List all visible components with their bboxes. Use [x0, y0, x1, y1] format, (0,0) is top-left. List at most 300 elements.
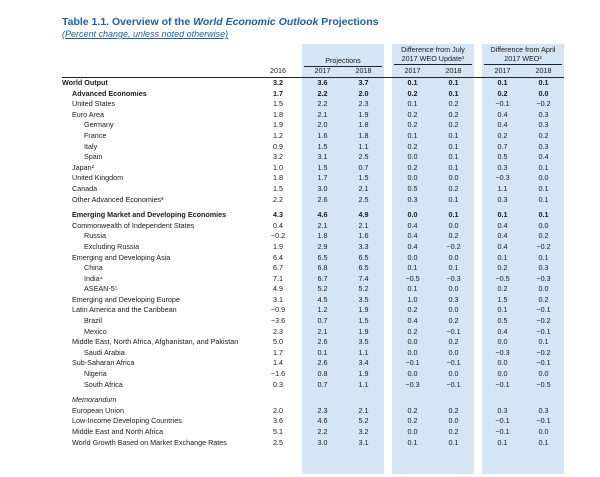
- value-cell: 0.5: [497, 152, 508, 162]
- row-label: India⁴: [84, 273, 103, 283]
- spacer-cell: [384, 369, 392, 380]
- header-diff-july: Difference from July 2017 WEO Update¹: [401, 45, 465, 63]
- value-cell: 1.6: [358, 231, 369, 241]
- value-cell: 0.3: [273, 379, 283, 389]
- row-label: Emerging Market and Developing Economies: [72, 210, 227, 220]
- value-cell: 0.2: [448, 427, 459, 436]
- value-cell: 0.0: [407, 252, 418, 262]
- value-cell: 2.6: [317, 337, 328, 347]
- value-cell: 0.0: [448, 305, 459, 315]
- spacer-cell: [474, 152, 482, 163]
- row-label: Other Advanced Economies³: [72, 194, 164, 204]
- value-cell: 0.0: [407, 152, 418, 162]
- value-cell: −0.2: [270, 231, 286, 241]
- value-cell: 0.4: [407, 316, 418, 326]
- value-cell: 0.0: [448, 369, 459, 379]
- spacer-cell: [384, 295, 392, 306]
- spacer-cell: [474, 253, 482, 264]
- value-cell: 0.0: [497, 358, 508, 368]
- table-row: [62, 427, 564, 438]
- table-row: [62, 78, 564, 89]
- value-cell: 1.8: [273, 173, 283, 183]
- spacer-cell: [384, 380, 392, 391]
- value-cell: −0.1: [536, 358, 551, 368]
- value-cell: 0.1: [407, 284, 418, 294]
- spacer-cell: [384, 337, 392, 348]
- projections-table: [62, 78, 564, 448]
- value-cell: 1.8: [358, 120, 369, 130]
- spacer-cell: [474, 195, 482, 206]
- value-cell: 2.1: [358, 405, 369, 415]
- value-cell: −0.1: [495, 379, 510, 389]
- header-projections: Projections: [325, 56, 361, 65]
- value-cell: 0.1: [497, 78, 508, 87]
- value-cell: 1.1: [358, 141, 369, 151]
- spacer-cell: [474, 395, 482, 406]
- value-cell: −0.9: [270, 305, 286, 315]
- value-cell: 1.8: [358, 130, 369, 140]
- value-cell: 0.1: [407, 437, 418, 447]
- value-cell: 6.5: [358, 263, 369, 273]
- spacer-cell: [384, 274, 392, 285]
- table-row: [62, 184, 564, 195]
- table-row: [62, 416, 564, 427]
- value-cell: −0.2: [536, 241, 551, 251]
- value-cell: 7.1: [273, 273, 283, 283]
- value-cell: 0.3: [497, 405, 508, 415]
- value-cell: 0.0: [497, 337, 508, 347]
- value-cell: 0.2: [407, 109, 418, 119]
- row-label: Germany: [84, 120, 114, 130]
- row-label: Low-Income Developing Countries: [72, 416, 182, 426]
- value-cell: 2.6: [317, 358, 328, 368]
- value-cell: 0.3: [538, 141, 549, 151]
- value-cell: 0.0: [407, 347, 418, 357]
- table-row: [62, 305, 564, 316]
- row-label: ASEAN-5⁵: [84, 284, 118, 294]
- spacer-cell: [384, 348, 392, 359]
- value-cell: 6.8: [317, 263, 328, 273]
- row-label: Middle East and North Africa: [72, 427, 164, 436]
- value-cell: 0.2: [497, 263, 508, 273]
- year-col-4: 2018: [445, 66, 462, 75]
- value-cell: 5.1: [273, 427, 283, 436]
- row-label: Commonwealth of Independent States: [72, 220, 195, 230]
- value-cell: −0.2: [446, 241, 461, 251]
- spacer-cell: [474, 89, 482, 100]
- row-label: Middle East, North Africa, Afghanistan, and Pakistan: [72, 337, 239, 347]
- value-cell: 1.5: [273, 99, 283, 109]
- value-cell: 1.0: [407, 294, 418, 304]
- value-cell: 0.0: [407, 427, 418, 436]
- value-cell: 0.2: [538, 231, 549, 241]
- spacer-cell: [474, 305, 482, 316]
- row-label: Emerging and Developing Europe: [72, 294, 180, 304]
- value-cell: 0.4: [538, 152, 549, 162]
- value-cell: 6.5: [358, 252, 369, 262]
- value-cell: [260, 395, 296, 406]
- spacer-cell: [384, 416, 392, 427]
- value-cell: 2.2: [317, 427, 328, 436]
- table-row: [62, 295, 564, 306]
- value-cell: 0.1: [448, 162, 459, 172]
- value-cell: 6.4: [273, 252, 283, 262]
- value-cell: 0.3: [497, 162, 508, 172]
- spacer-cell: [474, 438, 482, 449]
- value-cell: −0.1: [536, 305, 551, 315]
- value-cell: 0.1: [538, 437, 549, 447]
- value-cell: −0.5: [495, 273, 510, 283]
- spacer-cell: [384, 163, 392, 174]
- value-cell: 0.0: [407, 337, 418, 347]
- table-row: [62, 380, 564, 391]
- value-cell: 0.8: [317, 369, 328, 379]
- table-row: [62, 253, 564, 264]
- value-cell: 3.2: [358, 427, 369, 436]
- table-row: [62, 142, 564, 153]
- value-cell: 0.0: [448, 416, 459, 426]
- spacer-cell: [384, 89, 392, 100]
- value-cell: 2.5: [358, 152, 369, 162]
- year-col-5: 2017: [494, 66, 511, 75]
- value-cell: 0.2: [448, 109, 459, 119]
- table-row: [62, 231, 564, 242]
- value-cell: 2.5: [358, 194, 369, 204]
- value-cell: 0.0: [538, 173, 549, 183]
- value-cell: 1.5: [317, 162, 328, 172]
- value-cell: 0.0: [538, 369, 549, 379]
- value-cell: −0.1: [446, 358, 461, 368]
- value-cell: 4.9: [358, 210, 369, 220]
- row-label: Brazil: [84, 316, 102, 326]
- spacer-cell: [384, 231, 392, 242]
- value-cell: 1.1: [358, 379, 369, 389]
- value-cell: 0.4: [497, 231, 508, 241]
- value-cell: 0.1: [448, 194, 459, 204]
- value-cell: 2.0: [358, 88, 369, 98]
- value-cell: 1.9: [358, 305, 369, 315]
- row-label: Canada: [72, 183, 98, 193]
- year-col-3: 2017: [404, 66, 421, 75]
- value-cell: 0.1: [538, 252, 549, 262]
- value-cell: 0.3: [538, 109, 549, 119]
- table-row: [62, 173, 564, 184]
- table-row: [62, 152, 564, 163]
- row-label: Advanced Economies: [72, 88, 147, 98]
- table-row: [62, 99, 564, 110]
- value-cell: 0.1: [407, 78, 418, 87]
- spacer-cell: [384, 284, 392, 295]
- value-cell: 0.1: [538, 337, 549, 347]
- row-label: Nigeria: [84, 369, 107, 379]
- row-label: Saudi Arabia: [84, 347, 125, 357]
- value-cell: 4.5: [317, 294, 328, 304]
- value-cell: 0.3: [407, 194, 418, 204]
- value-cell: 0.2: [538, 130, 549, 140]
- value-cell: 2.1: [317, 326, 328, 336]
- value-cell: −0.1: [495, 416, 510, 426]
- row-label: World Output: [62, 78, 108, 87]
- year-col-2: 2018: [355, 66, 372, 75]
- value-cell: −0.3: [446, 273, 461, 283]
- value-cell: 1.7: [317, 173, 328, 183]
- value-cell: 3.2: [273, 152, 283, 162]
- spacer-cell: [384, 242, 392, 253]
- spacer-cell: [474, 263, 482, 274]
- rule-diff-july: [394, 64, 472, 65]
- table-row: [62, 395, 564, 406]
- value-cell: 0.2: [448, 316, 459, 326]
- value-cell: [433, 395, 474, 406]
- value-cell: −0.3: [495, 347, 510, 357]
- table-row: [62, 221, 564, 232]
- value-cell: 2.9: [317, 241, 328, 251]
- value-cell: −0.1: [536, 326, 551, 336]
- row-label: United Kingdom: [72, 173, 124, 183]
- value-cell: 0.0: [538, 284, 549, 294]
- row-label: Mexico: [84, 326, 107, 336]
- row-label: European Union: [72, 405, 124, 415]
- value-cell: 2.2: [317, 99, 328, 109]
- value-cell: 0.1: [538, 78, 549, 87]
- spacer-cell: [384, 263, 392, 274]
- table-body: [62, 78, 564, 448]
- value-cell: 1.9: [273, 241, 283, 251]
- table-row: [62, 163, 564, 174]
- spacer-cell: [474, 284, 482, 295]
- value-cell: 3.0: [317, 437, 328, 447]
- value-cell: −0.1: [495, 99, 510, 109]
- value-cell: −0.5: [536, 379, 551, 389]
- spacer-cell: [474, 210, 482, 221]
- value-cell: 1.7: [273, 347, 283, 357]
- value-cell: 6.5: [317, 252, 328, 262]
- value-cell: −0.1: [446, 379, 461, 389]
- value-cell: 0.4: [497, 120, 508, 130]
- table-row: [62, 89, 564, 100]
- value-cell: 0.2: [407, 405, 418, 415]
- spacer-cell: [474, 110, 482, 121]
- spacer-cell: [384, 99, 392, 110]
- value-cell: 3.2: [273, 78, 283, 87]
- spacer-cell: [384, 195, 392, 206]
- spacer-cell: [474, 427, 482, 438]
- spacer-cell: [384, 438, 392, 449]
- spacer-cell: [474, 327, 482, 338]
- value-cell: 0.2: [407, 305, 418, 315]
- value-cell: 2.2: [317, 88, 328, 98]
- value-cell: [302, 395, 343, 406]
- table-row: [62, 210, 564, 221]
- value-cell: 0.0: [448, 220, 459, 230]
- value-cell: 0.4: [497, 326, 508, 336]
- value-cell: 1.1: [358, 347, 369, 357]
- value-cell: 2.3: [358, 99, 369, 109]
- spacer-cell: [474, 337, 482, 348]
- value-cell: 4.6: [317, 416, 328, 426]
- value-cell: [343, 395, 384, 406]
- value-cell: 2.3: [273, 326, 283, 336]
- value-cell: 3.6: [273, 416, 283, 426]
- row-label: Japan²: [72, 162, 94, 172]
- value-cell: 7.4: [358, 273, 369, 283]
- spacer-cell: [474, 274, 482, 285]
- row-label: France: [84, 130, 107, 140]
- value-cell: 2.1: [317, 220, 328, 230]
- value-cell: 0.0: [497, 369, 508, 379]
- value-cell: −0.2: [536, 347, 551, 357]
- value-cell: 1.8: [273, 109, 283, 119]
- spacer-cell: [384, 184, 392, 195]
- value-cell: 0.1: [407, 130, 418, 140]
- table-row: [62, 348, 564, 359]
- table-row: [62, 358, 564, 369]
- value-cell: 1.2: [273, 130, 283, 140]
- spacer-cell: [474, 416, 482, 427]
- table-row: [62, 263, 564, 274]
- value-cell: 4.9: [273, 284, 283, 294]
- spacer-cell: [384, 131, 392, 142]
- value-cell: 3.1: [358, 437, 369, 447]
- row-label: Latin America and the Caribbean: [72, 305, 177, 315]
- table-row: [62, 327, 564, 338]
- value-cell: 0.2: [497, 130, 508, 140]
- table-row: [62, 337, 564, 348]
- value-cell: 1.5: [317, 141, 328, 151]
- value-cell: 1.9: [273, 120, 283, 130]
- value-cell: −0.3: [536, 273, 551, 283]
- value-cell: 0.1: [407, 99, 418, 109]
- value-cell: 0.5: [497, 316, 508, 326]
- spacer-cell: [384, 110, 392, 121]
- value-cell: 5.2: [358, 284, 369, 294]
- value-cell: 0.4: [497, 109, 508, 119]
- value-cell: [482, 395, 523, 406]
- value-cell: 5.2: [317, 284, 328, 294]
- spacer-cell: [384, 221, 392, 232]
- spacer-cell: [474, 184, 482, 195]
- value-cell: 3.6: [317, 78, 328, 87]
- row-label: United States: [72, 99, 116, 109]
- value-cell: 0.2: [448, 120, 459, 130]
- value-cell: 1.5: [358, 173, 369, 183]
- value-cell: 0.7: [317, 379, 328, 389]
- spacer-cell: [474, 380, 482, 391]
- table-row: [62, 131, 564, 142]
- value-cell: 0.0: [538, 427, 549, 436]
- value-cell: 1.5: [273, 183, 283, 193]
- value-cell: 1.1: [497, 183, 508, 193]
- value-cell: 0.1: [497, 210, 508, 220]
- value-cell: 2.0: [273, 405, 283, 415]
- value-cell: 3.0: [317, 183, 328, 193]
- value-cell: 0.1: [497, 437, 508, 447]
- value-cell: 1.7: [273, 88, 283, 98]
- value-cell: 0.2: [407, 416, 418, 426]
- table-row: [62, 438, 564, 449]
- value-cell: 0.1: [448, 130, 459, 140]
- spacer-cell: [474, 406, 482, 417]
- spacer-cell: [474, 231, 482, 242]
- spacer-cell: [384, 305, 392, 316]
- spacer-cell: [384, 210, 392, 221]
- value-cell: 1.9: [358, 326, 369, 336]
- value-cell: 0.2: [407, 326, 418, 336]
- year-col-1: 2017: [314, 66, 331, 75]
- row-label: Memorandum: [72, 395, 117, 405]
- spacer-cell: [474, 316, 482, 327]
- value-cell: 2.5: [273, 437, 283, 447]
- value-cell: 0.4: [407, 241, 418, 251]
- value-cell: 0.0: [407, 173, 418, 183]
- table-row: [62, 274, 564, 285]
- value-cell: 3.7: [358, 78, 369, 87]
- value-cell: 0.3: [538, 120, 549, 130]
- value-cell: 0.4: [497, 241, 508, 251]
- table-row: [62, 195, 564, 206]
- value-cell: 0.7: [497, 141, 508, 151]
- value-cell: 0.3: [538, 263, 549, 273]
- row-label: Excluding Russia: [84, 241, 140, 251]
- value-cell: −3.6: [270, 316, 286, 326]
- value-cell: 0.2: [448, 337, 459, 347]
- value-cell: 0.2: [448, 183, 459, 193]
- header-diff-april: Difference from April 2017 WEO²: [490, 45, 556, 63]
- spacer-cell: [384, 427, 392, 438]
- row-label: World Growth Based on Market Exchange Rates: [72, 437, 227, 447]
- value-cell: 0.0: [448, 173, 459, 183]
- value-cell: [523, 395, 564, 406]
- spacer-cell: [384, 406, 392, 417]
- value-cell: 1.2: [317, 305, 328, 315]
- value-cell: 0.3: [448, 294, 459, 304]
- value-cell: 3.1: [273, 294, 283, 304]
- value-cell: 1.9: [358, 369, 369, 379]
- value-cell: 0.2: [497, 284, 508, 294]
- value-cell: 0.4: [273, 220, 283, 230]
- value-cell: 6.7: [273, 263, 283, 273]
- value-cell: 0.0: [407, 369, 418, 379]
- value-cell: 0.2: [407, 88, 418, 98]
- spacer-cell: [474, 78, 482, 89]
- value-cell: 5.0: [273, 337, 283, 347]
- row-label: Sub-Saharan Africa: [72, 358, 135, 368]
- value-cell: 1.5: [358, 316, 369, 326]
- row-label: China: [84, 263, 103, 273]
- spacer-cell: [474, 142, 482, 153]
- spacer-cell: [474, 358, 482, 369]
- value-cell: 2.6: [317, 194, 328, 204]
- spacer-cell: [474, 221, 482, 232]
- value-cell: 0.1: [448, 263, 459, 273]
- value-cell: 0.1: [538, 162, 549, 172]
- value-cell: −1.6: [270, 369, 286, 379]
- row-label: Euro Area: [72, 109, 104, 119]
- value-cell: 0.1: [538, 194, 549, 204]
- value-cell: 6.7: [317, 273, 328, 283]
- value-cell: 0.1: [317, 347, 328, 357]
- value-cell: 3.1: [317, 152, 328, 162]
- spacer-cell: [384, 152, 392, 163]
- value-cell: 1.5: [497, 294, 508, 304]
- table-row: [62, 120, 564, 131]
- value-cell: 0.1: [538, 183, 549, 193]
- value-cell: 2.1: [358, 183, 369, 193]
- value-cell: 0.0: [448, 284, 459, 294]
- row-label: South Africa: [84, 379, 123, 389]
- value-cell: 0.2: [407, 162, 418, 172]
- value-cell: 0.0: [407, 210, 418, 220]
